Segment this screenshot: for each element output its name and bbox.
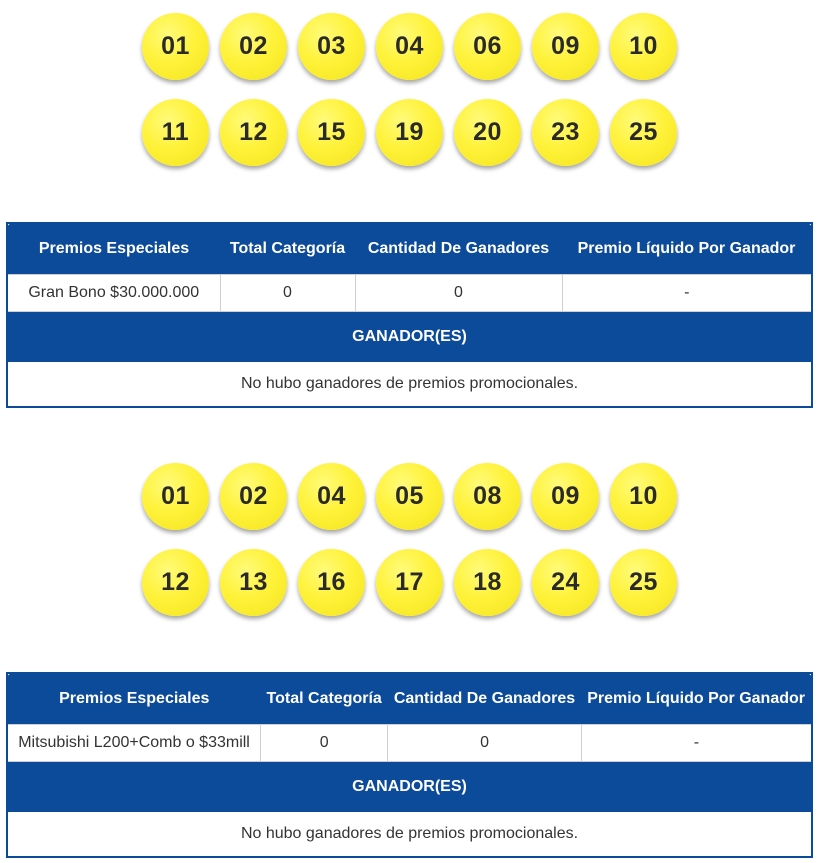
number-ball: 16 xyxy=(298,549,365,616)
number-ball: 20 xyxy=(454,99,521,166)
total-category-cell: 0 xyxy=(261,725,388,762)
number-ball: 12 xyxy=(220,99,287,166)
table-header-row xyxy=(7,673,812,725)
number-ball: 23 xyxy=(532,99,599,166)
number-ball: 08 xyxy=(454,463,521,530)
number-ball: 01 xyxy=(142,13,209,80)
no-winners-row xyxy=(7,812,812,857)
prize-name-cell: Mitsubishi L200+Comb o $33mill xyxy=(7,725,261,762)
number-ball: 03 xyxy=(298,13,365,80)
winners-header-row xyxy=(7,762,812,813)
number-ball: 18 xyxy=(454,549,521,616)
winners-count-cell: 0 xyxy=(388,725,581,762)
no-winners-row xyxy=(7,362,812,407)
column-header-premios-especiales: Premios Especiales xyxy=(7,223,220,275)
number-ball: 04 xyxy=(298,463,365,530)
number-ball: 09 xyxy=(532,13,599,80)
number-ball: 01 xyxy=(142,463,209,530)
number-ball: 02 xyxy=(220,463,287,530)
no-winners-message: No hubo ganadores de premios promocionales. xyxy=(7,362,812,407)
number-ball: 05 xyxy=(376,463,443,530)
number-ball: 09 xyxy=(532,463,599,530)
numbers-row-2 xyxy=(142,549,677,616)
net-prize-cell: - xyxy=(581,725,812,762)
number-ball: 02 xyxy=(220,13,287,80)
winners-header-row xyxy=(7,312,812,363)
number-ball: 11 xyxy=(142,99,209,166)
no-winners-message: No hubo ganadores de premios promocionales. xyxy=(7,812,812,857)
column-header-premio-liquido: Premio Líquido Por Ganador xyxy=(581,673,812,725)
number-ball: 15 xyxy=(298,99,365,166)
number-ball: 17 xyxy=(376,549,443,616)
number-ball: 12 xyxy=(142,549,209,616)
prize-name-cell: Gran Bono $30.000.000 xyxy=(7,275,220,312)
table-header-row xyxy=(7,223,812,275)
number-ball: 25 xyxy=(610,99,677,166)
winners-header: GANADOR(ES) xyxy=(7,312,812,363)
winners-count-cell: 0 xyxy=(355,275,562,312)
net-prize-cell: - xyxy=(562,275,812,312)
total-category-cell: 0 xyxy=(220,275,355,312)
number-ball: 19 xyxy=(376,99,443,166)
numbers-row-1 xyxy=(142,13,677,80)
special-prizes-table xyxy=(6,672,813,858)
column-header-premios-especiales: Premios Especiales xyxy=(7,673,261,725)
special-prizes-table xyxy=(6,222,813,408)
number-ball: 25 xyxy=(610,549,677,616)
column-header-total-categoria: Total Categoría xyxy=(261,673,388,725)
number-ball: 13 xyxy=(220,549,287,616)
column-header-total-categoria: Total Categoría xyxy=(220,223,355,275)
table-row xyxy=(7,725,812,762)
number-ball: 04 xyxy=(376,13,443,80)
number-ball: 06 xyxy=(454,13,521,80)
column-header-cantidad-ganadores: Cantidad De Ganadores xyxy=(355,223,562,275)
numbers-row-2 xyxy=(142,99,677,166)
table-row xyxy=(7,275,812,312)
column-header-premio-liquido: Premio Líquido Por Ganador xyxy=(562,223,812,275)
numbers-row-1 xyxy=(142,463,677,530)
number-ball: 24 xyxy=(532,549,599,616)
number-ball: 10 xyxy=(610,463,677,530)
winners-header: GANADOR(ES) xyxy=(7,762,812,813)
column-header-cantidad-ganadores: Cantidad De Ganadores xyxy=(388,673,581,725)
number-ball: 10 xyxy=(610,13,677,80)
